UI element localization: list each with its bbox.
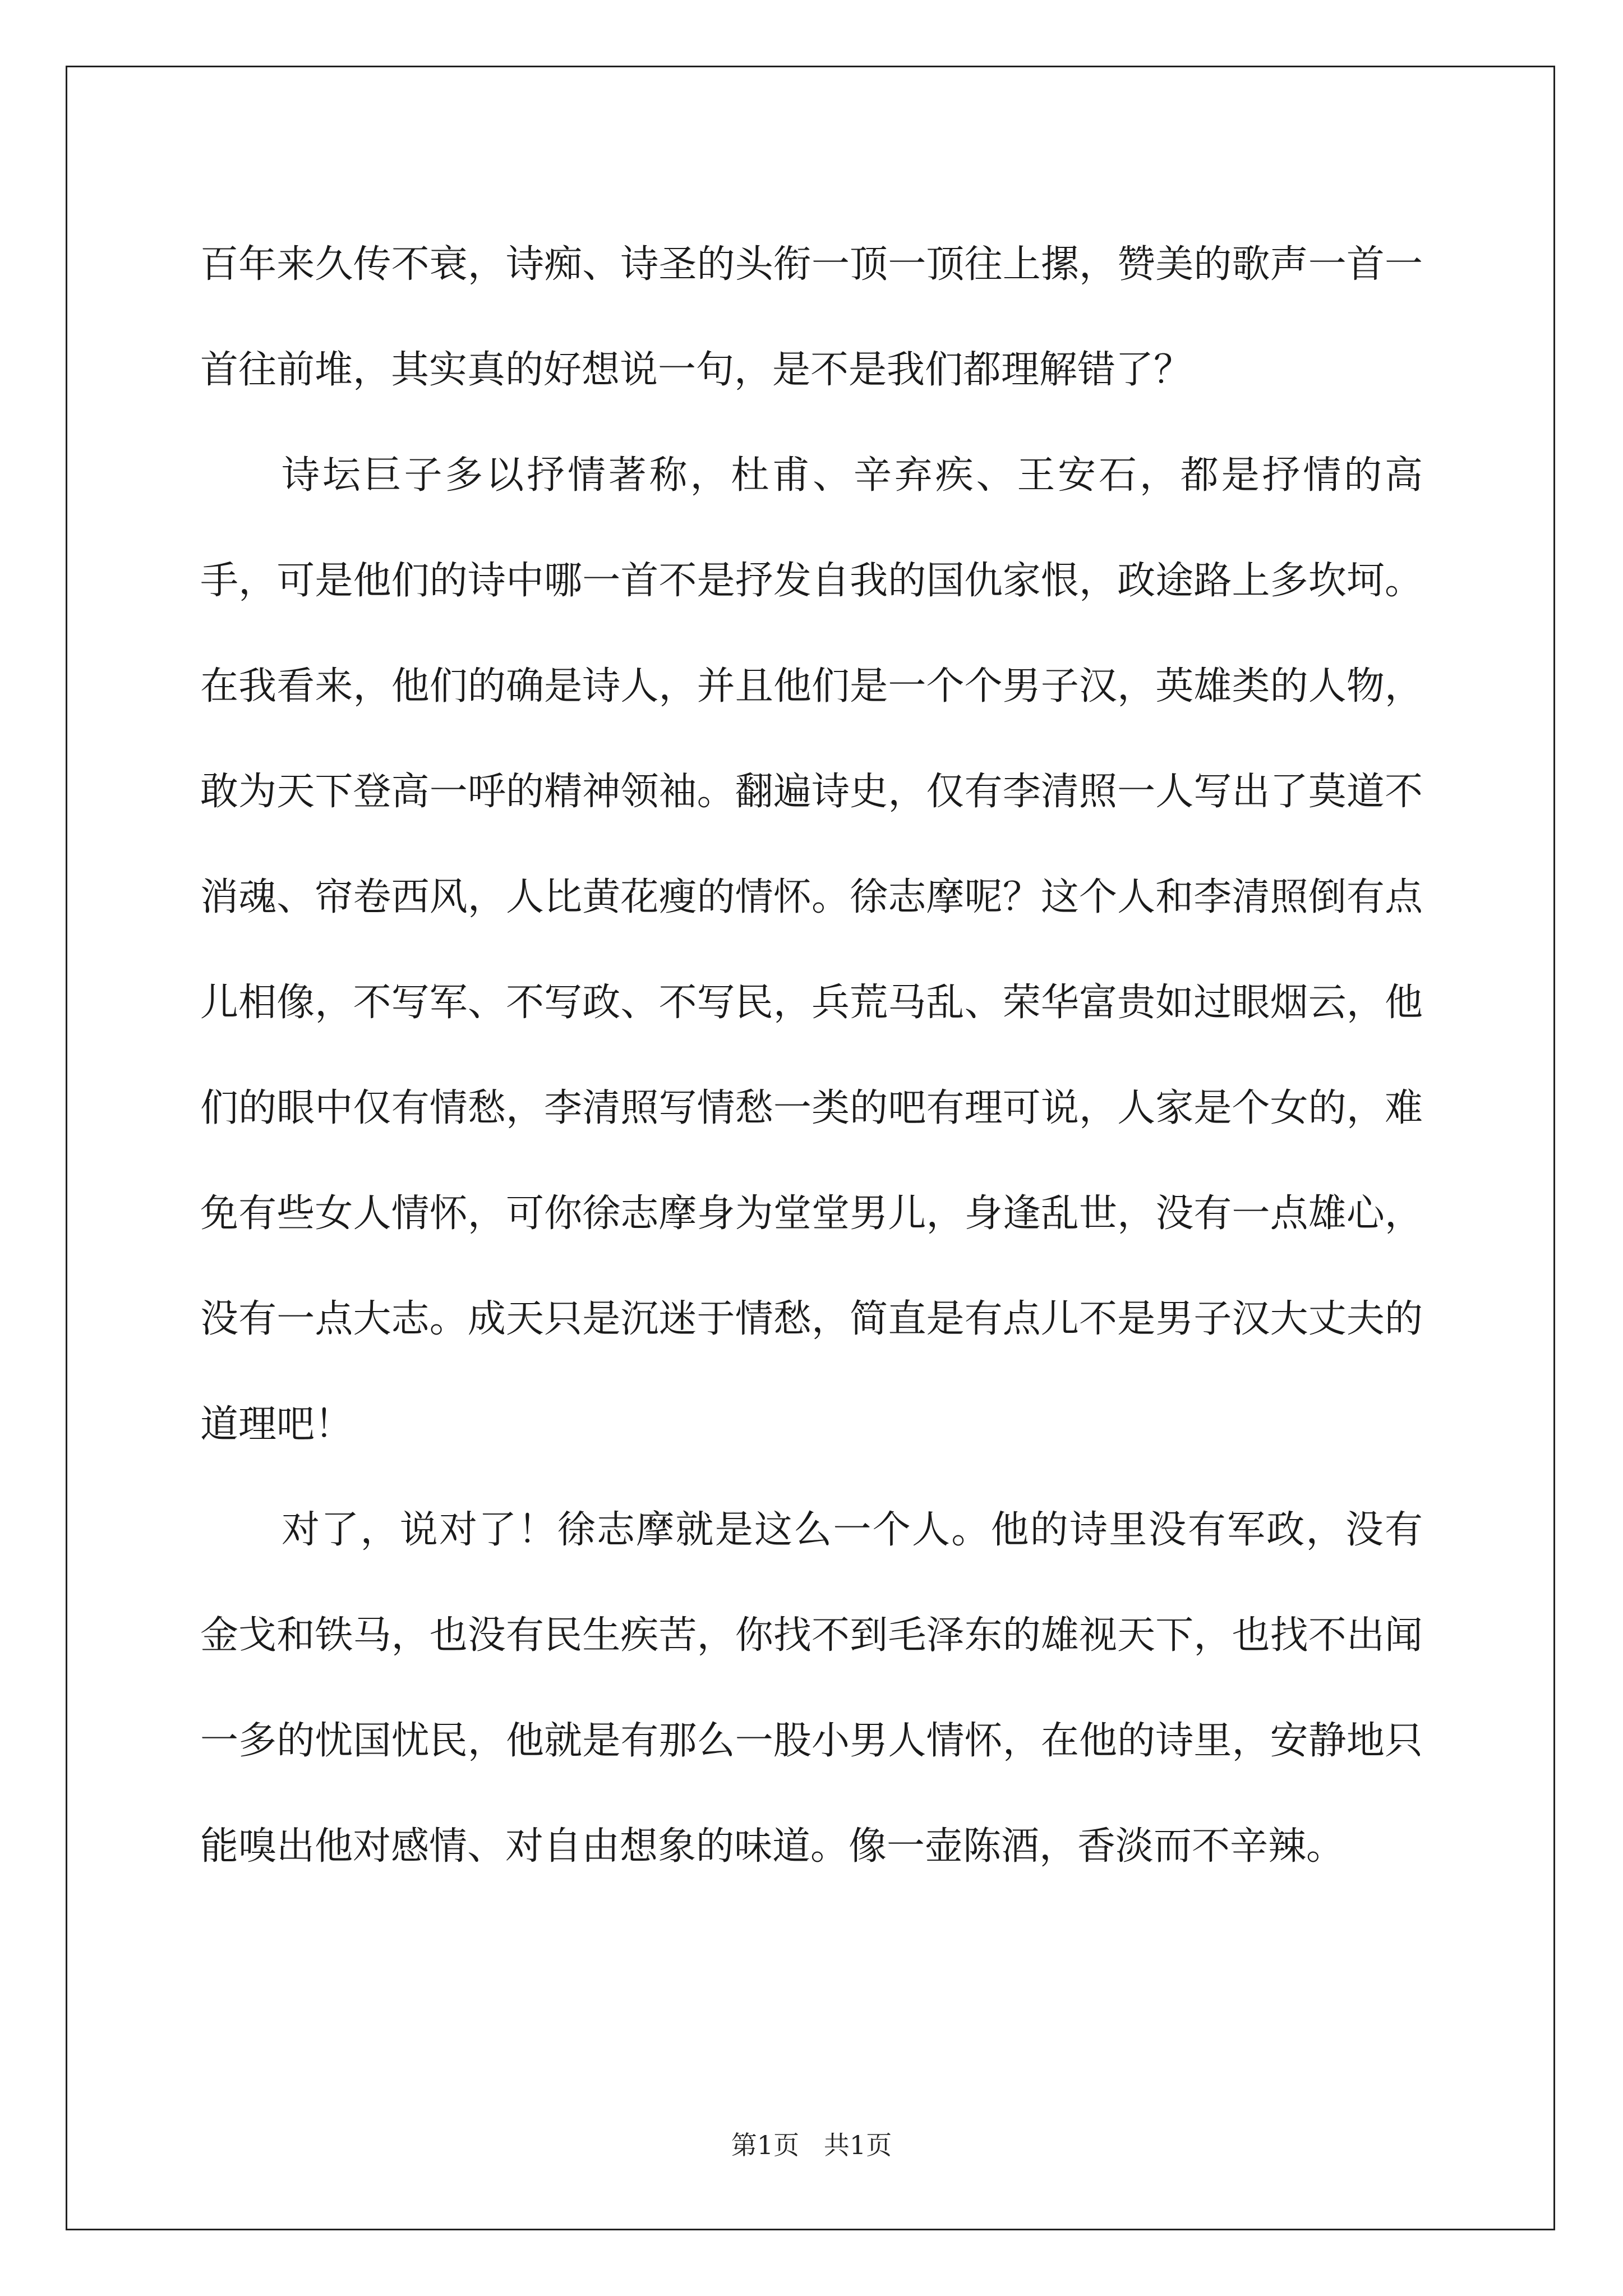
page-footer: 第1页 共1页 [731,2130,892,2160]
paragraph-1: 百年来久传不衰，诗痴、诗圣的头衔一顶一顶往上摞，赞美的歌声一首一首往前堆，其实真的好想说一句，是不是我们都理解错了？ [200,242,1423,392]
paragraph-3: 对了，说对了！徐志摩就是这么一个人。他的诗里没有军政，没有金戈和铁马，也没有民生疾苦，你找不到毛泽东的雄视天下，也找不出闻一多的忧国忧民，他就是有那么一股小男人情怀，在他的诗里，安静地只能嗅出他对感情、对自由想象的味道。像一壶陈酒，香淡而不辛辣。 [200,1508,1423,1869]
paragraph-2: 诗坛巨子多以抒情著称，杜甫、辛弃疾、王安石，都是抒情的高手，可是他们的诗中哪一首不是抒发自我的国仇家恨，政途路上多坎坷。在我看来，他们的确是诗人，并且他们是一个个男子汉，英雄类的人物，敢为天下登高一呼的精神领袖。翻遍诗史，仅有李清照一人写出了莫道不消魂、帘卷西风，人比黄花瘦的情怀。徐志摩呢？这个人和李清照倒有点儿相像，不写军、不写政、不写民，兵荒马乱、荣华富贵如过眼烟云，他们的眼中仅有情愁，李清照写情愁一类的吧有理可说，人家是个女的，难免有些女人情怀，可你徐志摩身为堂堂男儿，身逢乱世，没有一点雄心，没有一点大志。成天只是沉迷于情愁，简直是有点儿不是男子汉大丈夫的道理吧！ [200,453,1423,1447]
document-body [200,212,1423,1899]
